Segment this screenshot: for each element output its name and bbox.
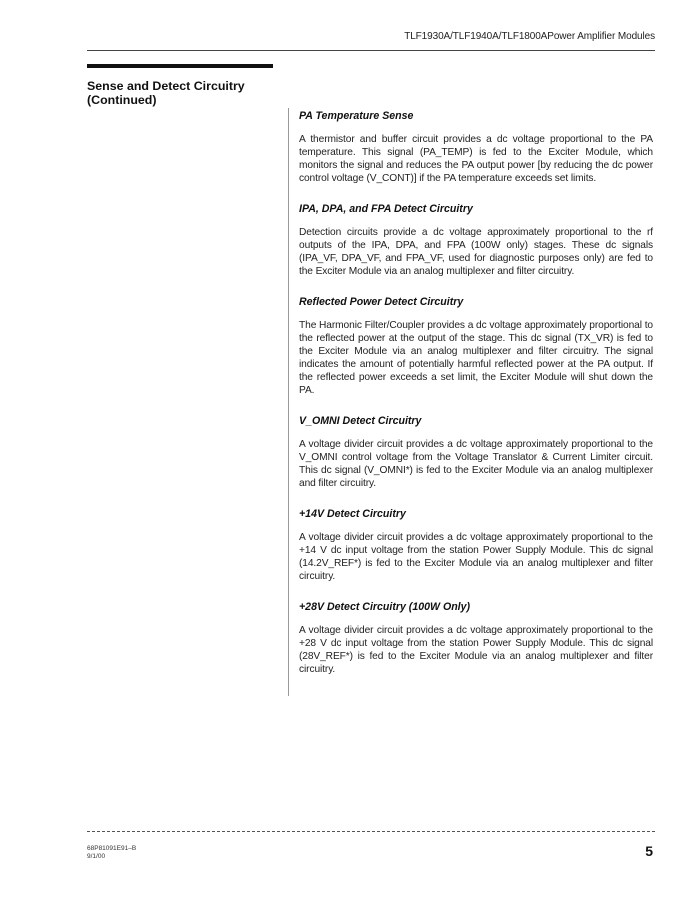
footer-doc-info xyxy=(87,845,136,861)
subsection-body: Detection circuits provide a dc voltage approximately proportional to the rf outputs of the IPA, DPA, and FPA (100W only) stages. These dc signals (IPA_VF, DPA_VF, and FPA_VF, used for diagnostic purposes only) are fed to the Exciter Module via an analog multiplexer and filter circuitry. xyxy=(299,227,653,277)
footer-date: 9/1/00 xyxy=(87,853,106,860)
footer-rule xyxy=(87,831,655,832)
page-number: 5 xyxy=(645,843,653,859)
subsection-body: A voltage divider circuit provides a dc voltage approximately proportional to the +28 V dc input voltage from the station Power Supply Module. This dc signal (28V_REF*) is fed to the Exciter Module via an analog multiplexer and filter circuitry. xyxy=(299,625,653,675)
section-bar xyxy=(87,64,273,68)
subsection-14v-detect xyxy=(299,507,653,583)
subsection-title: Reflected Power Detect Circuitry xyxy=(299,296,464,308)
subsection-body: A thermistor and buffer circuit provides a dc voltage proportional to the PA temperature. This signal (PA_TEMP) is fed to the Exciter Module, which monitors the signal and reduces the PA output power [by reducing the dc power control voltage (V_CONT)] if the PA temperature exceeds set limits. xyxy=(299,134,653,184)
subsection-body: A voltage divider circuit provides a dc voltage approximately proportional to the +14 V dc input voltage from the station Power Supply Module. This dc signal (14.2V_REF*) is fed to the Exciter Module via an analog multiplexer and filter circuitry. xyxy=(299,532,653,582)
subsection-reflected-power xyxy=(299,295,653,397)
section-heading xyxy=(87,79,287,107)
content-column xyxy=(299,109,653,693)
subsection-ipa-dpa-fpa-detect xyxy=(299,202,653,278)
footer-doc-number: 68P81091E91–B xyxy=(87,845,137,852)
column-rule xyxy=(288,108,289,696)
subsection-v-omni-detect xyxy=(299,414,653,490)
subsection-title: +28V Detect Circuitry (100W Only) xyxy=(299,601,471,613)
subsection-28v-detect xyxy=(299,600,653,676)
subsection-title: PA Temperature Sense xyxy=(299,110,414,122)
subsection-body: The Harmonic Filter/Coupler provides a dc voltage approximately proportional to the reflected power at the output of the stage. This dc signal (TX_VR) is fed to the Exciter Module via an analog multiplexer and filter circuitry. The signal indicates the amount of potentially harmful reflected power at the PA output. If the reflected power exceeds a set limit, the Exciter Module will shut down the PA. xyxy=(299,320,653,396)
section-heading-line2: (Continued) xyxy=(87,93,157,107)
section-heading-line1: Sense and Detect Circuitry xyxy=(87,79,245,93)
subsection-title: V_OMNI Detect Circuitry xyxy=(299,415,422,427)
subsection-title: IPA, DPA, and FPA Detect Circuitry xyxy=(299,203,473,215)
subsection-pa-temperature xyxy=(299,109,653,185)
header-rule xyxy=(87,50,655,51)
subsection-body: A voltage divider circuit provides a dc voltage approximately proportional to the V_OMNI control voltage from the Voltage Translator & Current Limiter circuit. This dc signal (V_OMNI*) is fed to the Exciter Module via an analog multiplexer and filter circuitry. xyxy=(299,439,653,489)
subsection-title: +14V Detect Circuitry xyxy=(299,508,406,520)
page-header-title: TLF1930A/TLF1940A/TLF1800APower Amplifier Modules xyxy=(404,31,655,42)
